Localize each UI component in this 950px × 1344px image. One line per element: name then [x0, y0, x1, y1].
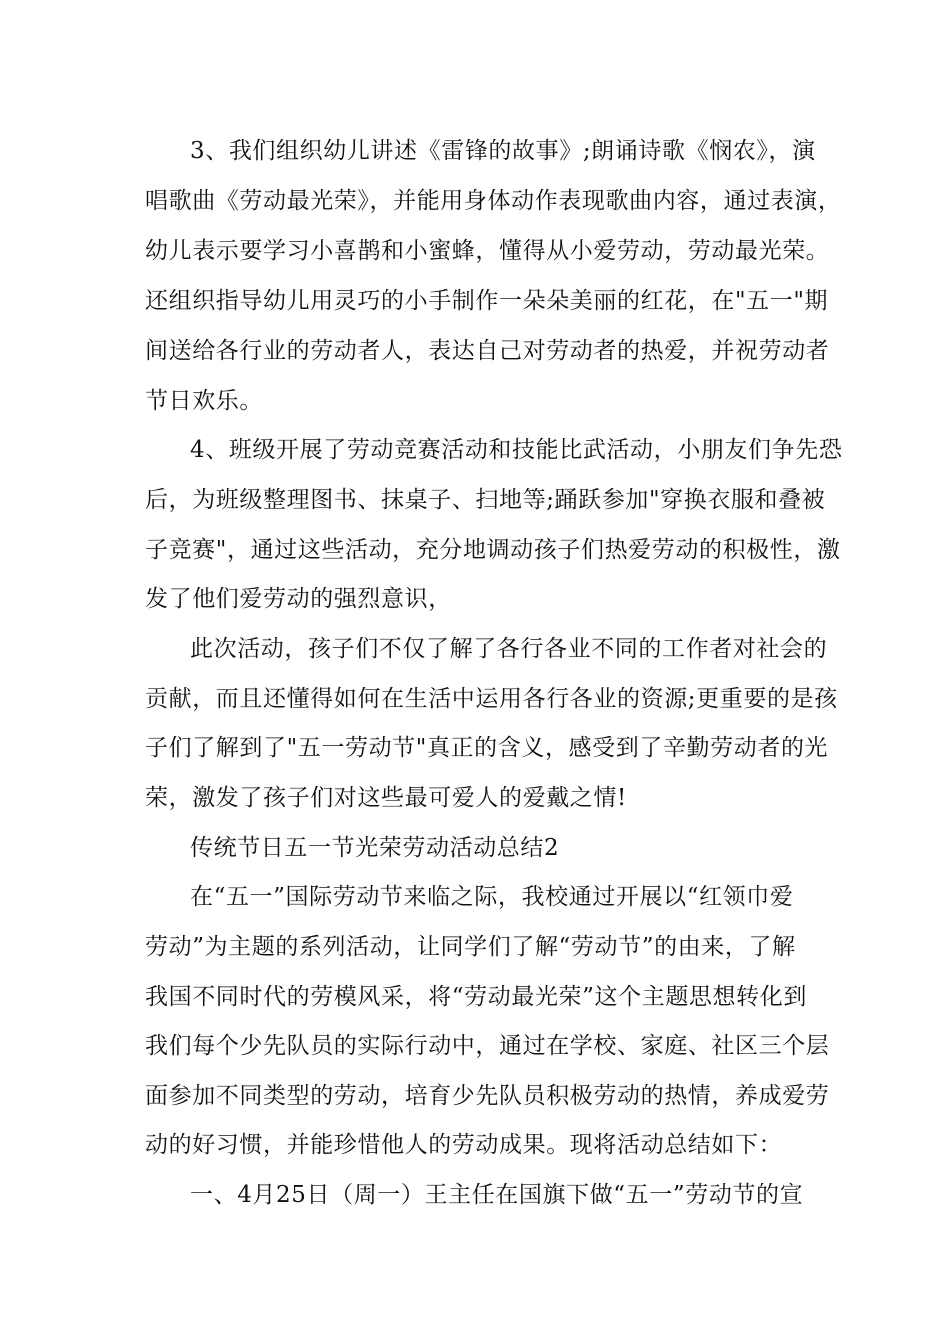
paragraph-line: 荣，激发了孩子们对这些最可爱人的爱戴之情!: [145, 785, 627, 811]
section-heading: 传统节日五一节光荣劳动活动总结2: [190, 835, 560, 861]
paragraph-line: 子们了解到了"五一劳动节"真正的含义，感受到了辛勤劳动者的光: [145, 735, 829, 761]
paragraph-line: 我们每个少先队员的实际行动中，通过在学校、家庭、社区三个层: [145, 1033, 830, 1059]
paragraph-line: 节日欢乐。: [145, 388, 263, 414]
paragraph-line: 在“五一”国际劳动节来临之际，我校通过开展以“红领巾爱: [190, 884, 794, 910]
paragraph-line: 一、4月25日（周一）王主任在国旗下做“五一”劳动节的宣: [190, 1182, 804, 1208]
paragraph-line: 动的好习惯，并能珍惜他人的劳动成果。现将活动总结如下：: [145, 1132, 783, 1158]
paragraph-line: 间送给各行业的劳动者人，表达自己对劳动者的热爱，并祝劳动者: [145, 338, 830, 364]
paragraph-line: 幼儿表示要学习小喜鹊和小蜜蜂，懂得从小爱劳动，劳动最光荣。: [145, 238, 830, 264]
paragraph-line: 贡献，而且还懂得如何在生活中运用各行各业的资源;更重要的是孩: [145, 686, 838, 712]
paragraph-line: 后，为班级整理图书、抹桌子、扫地等;踊跃参加"穿换衣服和叠被: [145, 487, 826, 513]
paragraph-line: 劳动”为主题的系列活动，让同学们了解“劳动节”的由来，了解: [145, 934, 796, 960]
paragraph-line: 面参加不同类型的劳动，培育少先队员积极劳动的热情，养成爱劳: [145, 1083, 830, 1109]
paragraph-line: 子竞赛"，通过这些活动，充分地调动孩子们热爱劳动的积极性，激: [145, 537, 841, 563]
paragraph-line: 还组织指导幼儿用灵巧的小手制作一朵朵美丽的红花，在"五一"期: [145, 288, 829, 314]
paragraph-line: 唱歌曲《劳动最光荣》，并能用身体动作表现歌曲内容，通过表演，: [145, 188, 842, 214]
paragraph-line: 我国不同时代的劳模风采，将“劳动最光荣”这个主题思想转化到: [145, 984, 807, 1010]
paragraph-line: 4、班级开展了劳动竞赛活动和技能比武活动，小朋友们争先恐: [190, 437, 843, 463]
paragraph-line: 发了他们爱劳动的强烈意识，: [145, 586, 452, 612]
paragraph-line: 3、我们组织幼儿讲述《雷锋的故事》;朗诵诗歌《悯农》，演: [190, 138, 816, 164]
paragraph-line: 此次活动，孩子们不仅了解了各行各业不同的工作者对社会的: [190, 636, 828, 662]
